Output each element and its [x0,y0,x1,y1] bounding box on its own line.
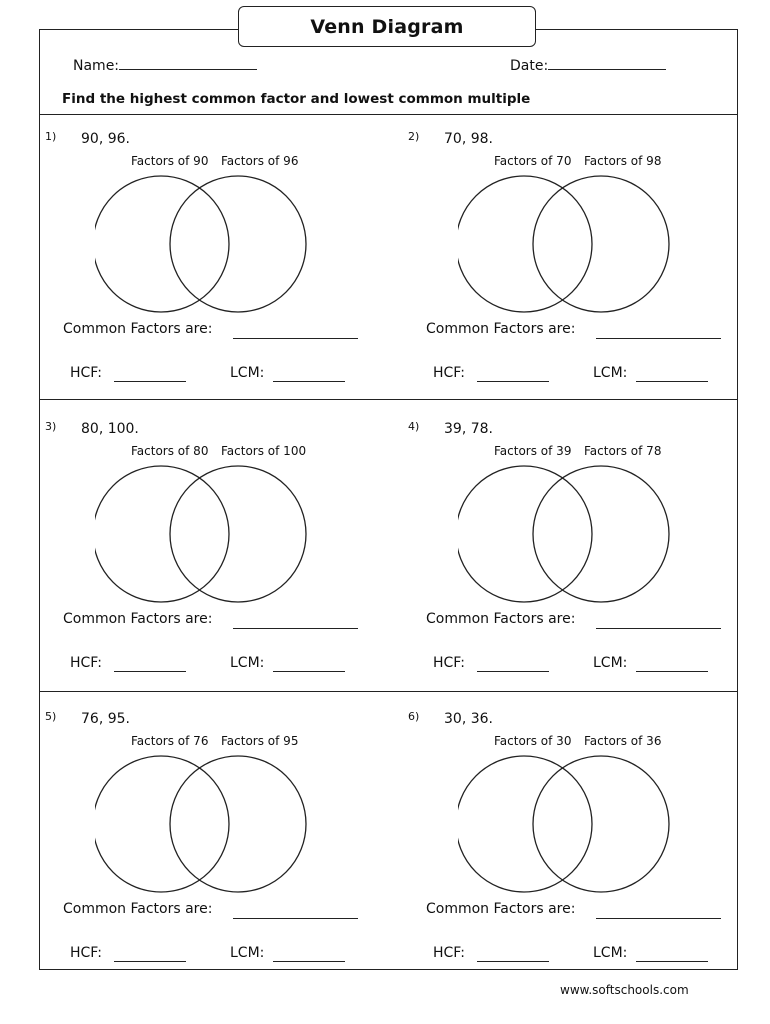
lcm-answer-line[interactable] [636,381,708,382]
venn-circle-left [95,176,229,312]
problem-4 [403,403,752,693]
lcm-answer-line[interactable] [636,961,708,962]
venn-diagram [458,753,678,898]
hcf-answer-line[interactable] [114,671,186,672]
factor-label-right: Factors of 98 [584,154,662,168]
name-field[interactable] [73,57,257,74]
lcm-label: LCM: [593,365,628,381]
problem-3 [40,403,389,693]
lcm-label: LCM: [230,945,265,961]
factor-label-left: Factors of 80 [131,444,209,458]
name-line [119,57,257,70]
venn-diagram [95,463,315,608]
factor-label-left: Factors of 90 [131,154,209,168]
problem-numbers: 70, 98. [444,131,493,147]
footer-url: www.softschools.com [560,983,689,997]
factor-label-right: Factors of 95 [221,734,299,748]
problem-numbers: 39, 78. [444,421,493,437]
lcm-label: LCM: [593,655,628,671]
common-factors-answer-line[interactable] [233,338,358,339]
common-factors-answer-line[interactable] [596,338,721,339]
common-factors-label: Common Factors are: [426,321,576,337]
hcf-answer-line[interactable] [477,381,549,382]
venn-circle-left [458,756,592,892]
problem-numbers: 80, 100. [81,421,139,437]
venn-circle-right [170,756,306,892]
venn-circle-right [170,466,306,602]
hcf-label: HCF: [70,945,102,961]
common-factors-label: Common Factors are: [426,611,576,627]
common-factors-label: Common Factors are: [63,611,213,627]
venn-diagram [458,463,678,608]
venn-circle-right [533,756,669,892]
factor-label-left: Factors of 70 [494,154,572,168]
venn-circle-right [170,176,306,312]
venn-circle-left [95,756,229,892]
factor-label-right: Factors of 78 [584,444,662,458]
lcm-answer-line[interactable] [273,961,345,962]
problem-1 [40,113,389,403]
hcf-label: HCF: [433,945,465,961]
lcm-answer-line[interactable] [273,671,345,672]
date-line [548,57,666,70]
lcm-label: LCM: [230,655,265,671]
factor-label-left: Factors of 76 [131,734,209,748]
venn-diagram [458,173,678,318]
problem-number: 4) [408,420,420,433]
common-factors-label: Common Factors are: [63,901,213,917]
common-factors-answer-line[interactable] [596,918,721,919]
problem-number: 6) [408,710,420,723]
hcf-label: HCF: [70,365,102,381]
factor-label-right: Factors of 96 [221,154,299,168]
lcm-answer-line[interactable] [636,671,708,672]
common-factors-answer-line[interactable] [596,628,721,629]
venn-diagram [95,173,315,318]
venn-circle-left [458,466,592,602]
hcf-answer-line[interactable] [477,671,549,672]
problem-number: 2) [408,130,420,143]
factor-label-right: Factors of 36 [584,734,662,748]
problem-2 [403,113,752,403]
lcm-label: LCM: [593,945,628,961]
factor-label-right: Factors of 100 [221,444,307,458]
problem-6 [403,693,752,983]
problem-5 [40,693,389,983]
hcf-label: HCF: [433,655,465,671]
problem-numbers: 30, 36. [444,711,493,727]
problem-numbers: 76, 95. [81,711,130,727]
instruction-text: Find the highest common factor and lowest common multiple [62,91,531,107]
venn-circle-left [95,466,229,602]
factor-label-left: Factors of 39 [494,444,572,458]
venn-circle-left [458,176,592,312]
hcf-answer-line[interactable] [114,381,186,382]
venn-circle-right [533,466,669,602]
hcf-answer-line[interactable] [477,961,549,962]
factor-label-left: Factors of 30 [494,734,572,748]
hcf-answer-line[interactable] [114,961,186,962]
date-field[interactable] [510,57,666,74]
hcf-label: HCF: [433,365,465,381]
date-label: Date: [510,58,549,74]
common-factors-label: Common Factors are: [63,321,213,337]
venn-circle-right [533,176,669,312]
name-label: Name: [73,58,120,74]
problem-number: 3) [45,420,57,433]
common-factors-label: Common Factors are: [426,901,576,917]
problem-number: 1) [45,130,57,143]
lcm-label: LCM: [230,365,265,381]
hcf-label: HCF: [70,655,102,671]
worksheet-title: Venn Diagram [238,6,536,47]
venn-diagram [95,753,315,898]
common-factors-answer-line[interactable] [233,918,358,919]
lcm-answer-line[interactable] [273,381,345,382]
problem-numbers: 90, 96. [81,131,130,147]
common-factors-answer-line[interactable] [233,628,358,629]
problem-number: 5) [45,710,57,723]
